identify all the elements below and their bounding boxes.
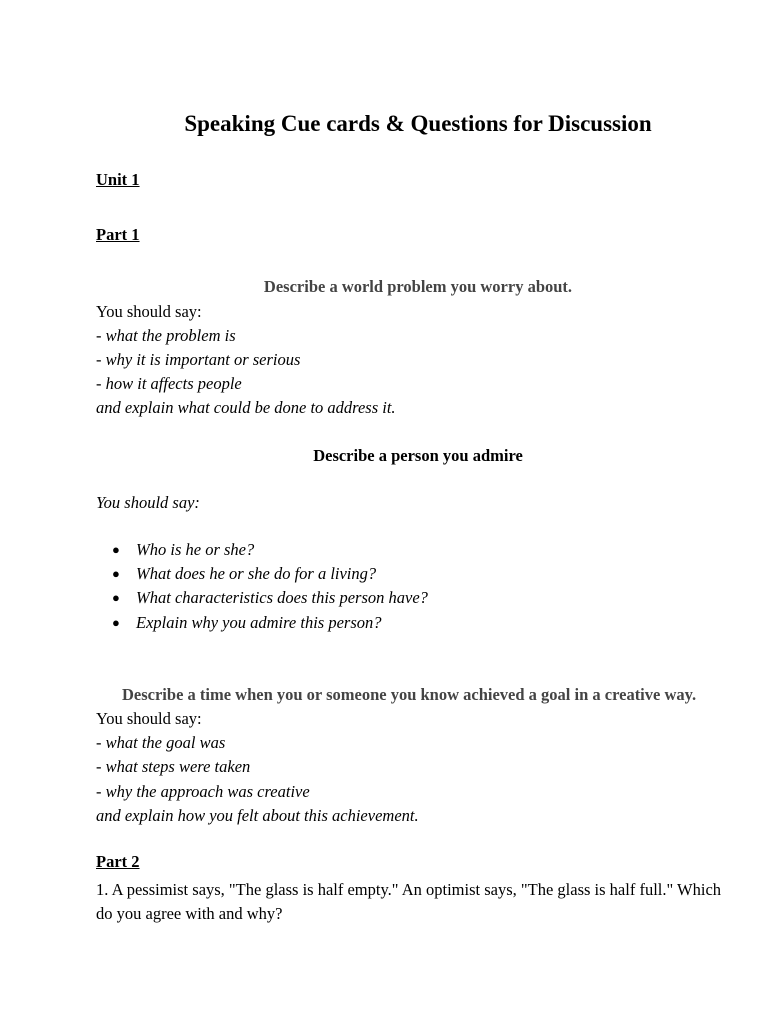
bullet-icon: ● [112,614,120,630]
cue-card-2 [96,444,736,635]
cue-card-3-title: Describe a time when you or someone you know achieved a goal in a creative way. [122,684,697,704]
cue-card-2-title: Describe a person you admire [313,445,523,465]
list-item-text: What characteristics does this person have? [136,588,428,608]
document-body [96,168,736,927]
cue-card-1-line: - how it affects people [96,374,242,394]
list-item-text: Explain why you admire this person? [136,612,382,632]
cue-card-1-line: - what the problem is [96,325,236,345]
list-item [96,538,736,562]
list-item [96,611,736,635]
list-item-text: What does he or she do for a living? [136,564,377,584]
part2-question: 1. A pessimist says, "The glass is half empty." An optimist says, "The glass is half full." Which do you agree with and why? [96,880,722,924]
list-item [96,562,736,586]
cue-card-3-line: - what steps were taken [96,757,251,777]
cue-card-3-line: and explain how you felt about this achievement. [96,805,419,825]
cue-card-1 [96,275,736,420]
cue-card-3-line: - what the goal was [96,733,226,753]
cue-card-1-title: Describe a world problem you worry about. [263,277,573,297]
cue-card-1-line: and explain what could be done to address it. [96,398,396,418]
list-item [96,586,736,610]
cue-card-1-line: - why it is important or serious [96,350,301,370]
bullet-icon: ● [112,590,120,606]
cue-card-2-bullet-list [96,538,736,635]
list-item-text: Who is he or she? [136,540,255,560]
bullet-icon: ● [112,542,120,558]
part1-heading: Part 1 [96,225,140,245]
cue-card-3 [96,683,736,828]
cue-card-2-intro: You should say: [96,492,200,512]
cue-card-1-intro: You should say: [96,301,202,321]
unit-heading: Unit 1 [96,170,140,189]
cue-card-3-line: - why the approach was creative [96,781,310,801]
cue-card-3-intro: You should say: [96,709,202,729]
part2-heading: Part 2 [96,852,140,872]
document-title: Speaking Cue cards & Questions for Discussion [184,111,652,136]
bullet-icon: ● [112,566,120,582]
